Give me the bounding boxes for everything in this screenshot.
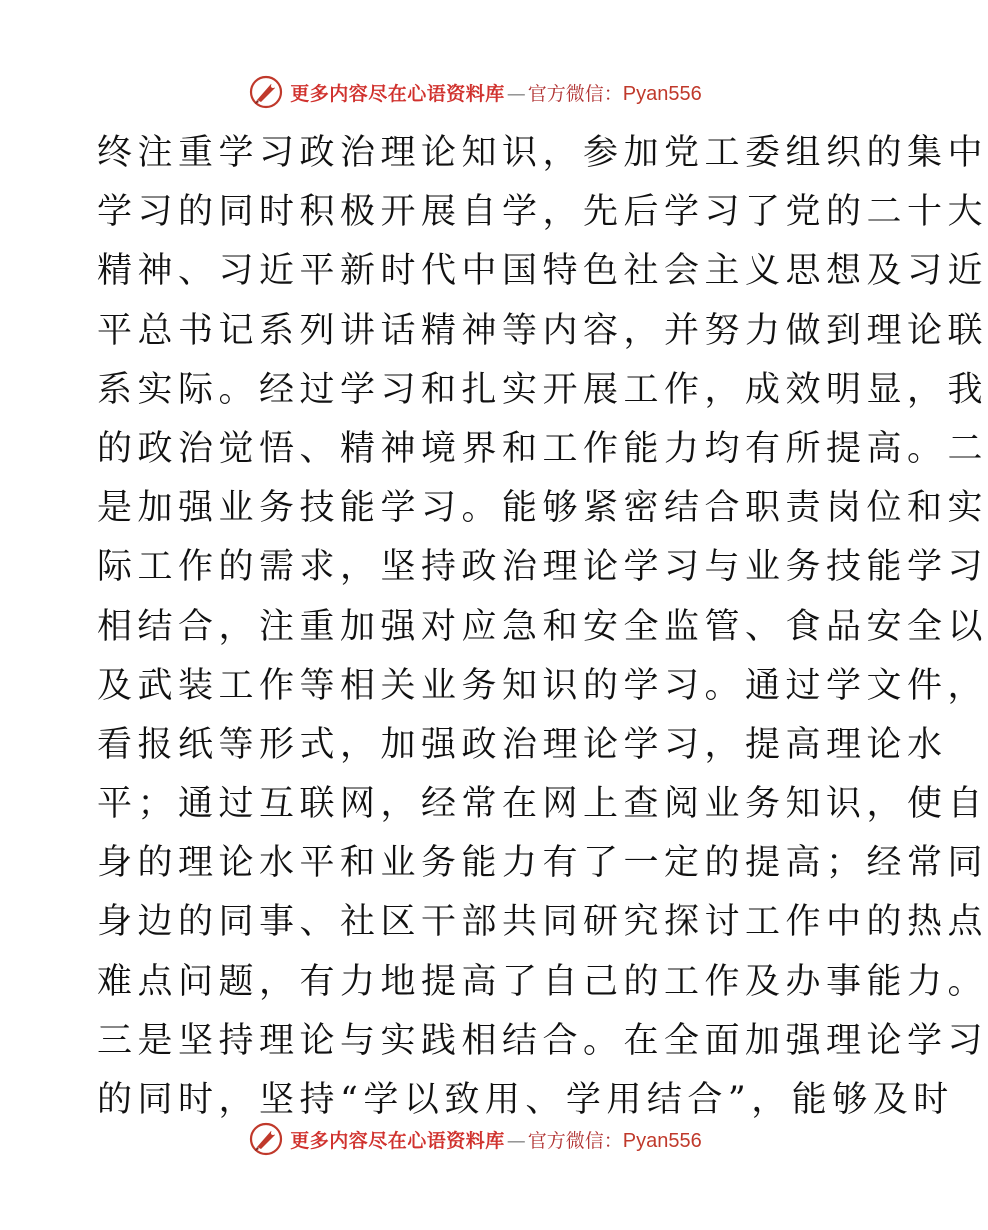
footer-watermark — [0, 1117, 950, 1161]
pen-logo-icon — [248, 1121, 284, 1157]
text-line: 相结合，注重加强对应急和安全监管、食品安全以 — [97, 606, 988, 647]
text-line: 身边的同事、社区干部共同研究探讨工作中的热点 — [97, 902, 988, 943]
watermark-wechat-id: Pyan556 — [622, 1129, 702, 1152]
text-line: 的同时，坚持“学以致用、学用结合”，能够及时 — [97, 1080, 954, 1120]
text-line: 及武装工作等相关业务知识的学习。通过学文件， — [97, 665, 988, 706]
text-line: 身的理论水平和业务能力有了一定的提高；经常同 — [97, 843, 988, 884]
watermark-separator: — — [506, 82, 526, 105]
pen-logo-icon — [248, 74, 284, 110]
document-body — [97, 124, 988, 1130]
text-line: 平总书记系列讲话精神等内容，并努力做到理论联 — [97, 310, 988, 351]
text-line: 三是坚持理论与实践相结合。在全面加强理论学习 — [97, 1020, 988, 1061]
text-line: 看报纸等形式，加强政治理论学习，提高理论水 — [97, 724, 948, 765]
watermark-wechat-label: 官方微信： — [527, 82, 623, 105]
text-line: 是加强业务技能学习。能够紧密结合职责岗位和实 — [97, 488, 988, 529]
watermark-promo-text: 更多内容尽在心语资料库 — [290, 82, 505, 105]
watermark-promo-text: 更多内容尽在心语资料库 — [290, 1129, 505, 1152]
header-watermark — [0, 70, 950, 114]
text-line: 平；通过互联网，经常在网上查阅业务知识，使自 — [97, 784, 988, 825]
text-line: 系实际。经过学习和扎实开展工作，成效明显，我 — [97, 369, 988, 410]
text-line: 学习的同时积极开展自学，先后学习了党的二十大 — [97, 192, 988, 233]
text-line: 精神、习近平新时代中国特色社会主义思想及习近 — [97, 251, 988, 292]
watermark-separator: — — [506, 1129, 526, 1152]
watermark-wechat-id: Pyan556 — [622, 82, 702, 105]
text-line: 的政治觉悟、精神境界和工作能力均有所提高。二 — [97, 428, 988, 469]
text-line: 终注重学习政治理论知识，参加党工委组织的集中 — [97, 133, 988, 173]
text-line: 难点问题，有力地提高了自己的工作及办事能力。 — [97, 961, 988, 1002]
text-line: 际工作的需求，坚持政治理论学习与业务技能学习 — [97, 547, 988, 588]
watermark-wechat-label: 官方微信： — [527, 1129, 623, 1152]
